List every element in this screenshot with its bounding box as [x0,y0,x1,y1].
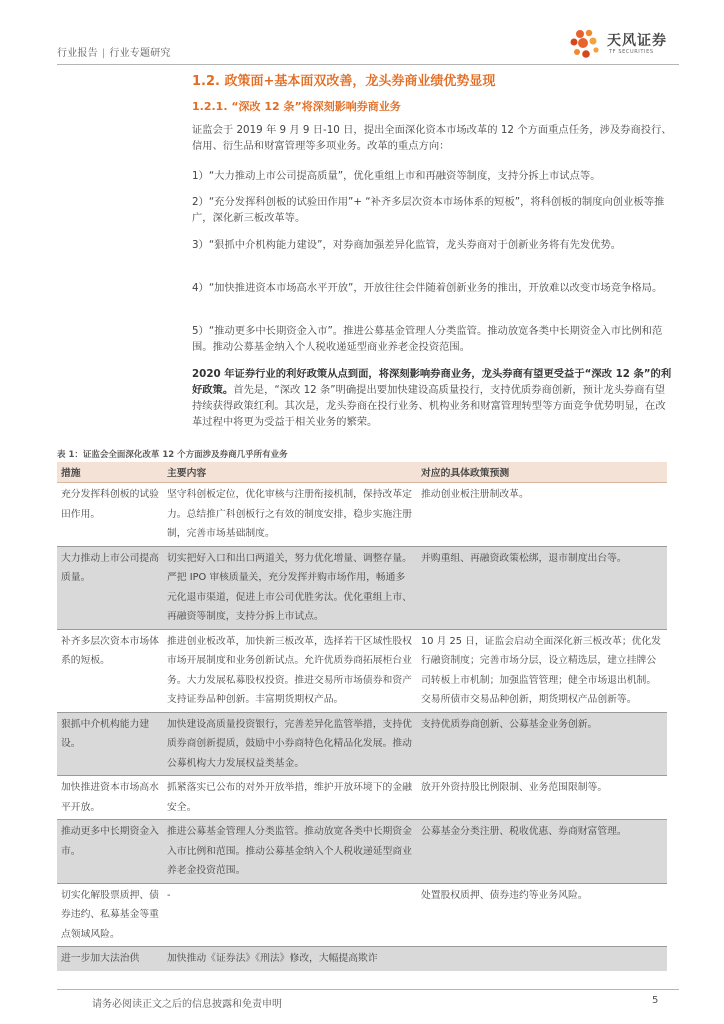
table-row [57,947,667,971]
forecast-cell: 并购重组、再融资政策松绑，退市制度出台等。 [417,546,667,629]
logo-chinese-name: 天风证券 [607,33,667,49]
measure-cell: 切实化解股票质押、债券违约、私募基金等重点领域风险。 [57,883,163,947]
conclusion-paragraph [192,366,674,430]
table-row [57,820,667,884]
forecast-cell: 10 月 25 日，证监会启动全面深化新三板改革；优化发行融资制度；完善市场分层，设立精选层，建立挂牌公司转板上市机制；加强监管管理；健全市场退出机制。交易所债市交易品种创新，期货期权产品创新等。 [417,629,667,712]
footer-divider [57,989,679,990]
content-cell: 推进创业板改革，加快新三板改革，选择若干区域性股权市场开展制度和业务创新试点。允许优质券商拓展柜台业务。大力发展私募股权投资。推进交易所市场债券和资产支持证券品种创新。丰富期货期权产品。 [163,629,417,712]
policy-table [57,462,667,971]
measure-cell: 狠抓中介机构能力建设。 [57,712,163,776]
reform-point-1: 1）“大力推动上市公司提高质量”，优化重组上市和再融资等制度，支持分拆上市试点等。 [192,170,601,182]
measure-cell: 推动更多中长期资金入市。 [57,820,163,884]
content-cell: 加快建设高质量投资银行，完善差异化监管举措，支持优质券商创新提质，鼓励中小券商特色化精品化发展。推动公募机构大力发展权益类基金。 [163,712,417,776]
forecast-cell: 处置股权质押、债券违约等业务风险。 [417,883,667,947]
measure-cell: 进一步加大法治供 [57,947,163,971]
header-separator: | [101,48,106,59]
page-number: 5 [652,995,659,1006]
reform-point-4: 4）“加快推进资本市场高水平开放”，开放往往会伴随着创新业务的推出，开放难以改变市场竞争格局。 [192,282,663,294]
intro-paragraph: 证监会于 2019 年 9 月 9 日-10 日，提出全面深化资本市场改革的 12 个方面重点任务，涉及券商投行、信用、衍生品和财富管理等多项业务。改革的重点方向： [192,124,672,152]
section-heading: 1.2. 政策面+基本面双改善，龙头券商业绩优势显现 [192,74,496,89]
measure-cell: 加快推进资本市场高水平开放。 [57,776,163,820]
table-row [57,629,667,712]
table-row [57,776,667,820]
header-divider [57,64,679,65]
reform-point-5: 5）“推动更多中长期资金入市”。推进公募基金管理人分类监管。推动放宽各类中长期资金入市比例和范围。推动公募基金纳入个人税收递延型商业养老金投资范围。 [192,325,663,353]
forecast-cell [417,947,667,971]
forecast-cell: 公募基金分类注册、税收优惠、券商财富管理。 [417,820,667,884]
flower-logo-icon [569,28,605,62]
measure-cell: 充分发挥科创板的试验田作用。 [57,483,163,547]
content-cell: 坚守科创板定位，优化审核与注册衔接机制，保持改革定力。总结推广科创板行之有效的制度安排，稳步实施注册制，完善市场基础制度。 [163,483,417,547]
measure-cell: 大力推动上市公司提高质量。 [57,546,163,629]
subsection-heading: 1.2.1. “深改 12 条”将深刻影响券商业务 [192,100,401,113]
disclaimer-notice: 请务必阅读正文之后的信息披露和免责申明 [92,999,282,1010]
content-cell: 推进公募基金管理人分类监管。推动放宽各类中长期资金入市比例和范围。推动公募基金纳入个人税收递延型商业养老金投资范围。 [163,820,417,884]
table-row [57,546,667,629]
table-header-row [57,462,667,483]
table-row [57,483,667,547]
content-cell: 加快推动《证券法》《刑法》修改，大幅提高欺诈 [163,947,417,971]
content-cell: - [163,883,417,947]
forecast-cell: 推动创业板注册制改革。 [417,483,667,547]
column-header-measure: 措施 [57,462,163,483]
report-subcategory: 行业专题研究 [109,48,171,59]
column-header-content: 主要内容 [163,462,417,483]
forecast-cell: 支持优质券商创新、公募基金业务创新。 [417,712,667,776]
report-category-header [57,44,171,59]
logo-english-name: TF SECURITIES [609,49,654,55]
reform-point-2: 2）“充分发挥科创板的试验田作用”+ “补齐多层次资本市场体系的短板”，将科创板的制度向创业板等推广，深化新三板改革等。 [192,196,665,224]
forecast-cell: 放开外资持股比例限制、业务范围限制等。 [417,776,667,820]
content-cell: 抓紧落实已公布的对外开放举措，维护开放环境下的金融安全。 [163,776,417,820]
brand-logo [569,28,679,62]
table-title: 表 1：证监会全面深化改革 12 个方面涉及券商几乎所有业务 [57,450,288,460]
reform-point-3: 3）“狠抓中介机构能力建设”，对券商加强差异化监管，龙头券商对于创新业务将有先发优势。 [192,239,622,251]
report-category: 行业报告 [57,48,98,59]
table-row [57,712,667,776]
column-header-forecast: 对应的具体政策预测 [417,462,667,483]
content-cell: 切实把好入口和出口两道关，努力优化增量、调整存量。严把 IPO 审核质量关，充分发挥并购市场作用，畅通多元化退市渠道，促进上市公司优胜劣汰。优化重组上市、再融资等制度，支持分拆上市试点。 [163,546,417,629]
conclusion-body-text: 首先是，“深改 12 条”明确提出要加快建设高质量投行，支持优质券商创新，预计龙头券商有望持续获得政策红利。其次是，龙头券商在投行业务、机构业务和财富管理转型等方面竞争优势明显，在改革过程中将更为受益于相关业务的繁荣。 [192,384,666,428]
conclusion-bold-text: 2020 年证券行业的利好政策从点到面，将深刻影响券商业务，龙头券商有望更受益于“深改 12 条”的利好政策。 [192,368,672,396]
table-row [57,883,667,947]
measure-cell: 补齐多层次资本市场体系的短板。 [57,629,163,712]
